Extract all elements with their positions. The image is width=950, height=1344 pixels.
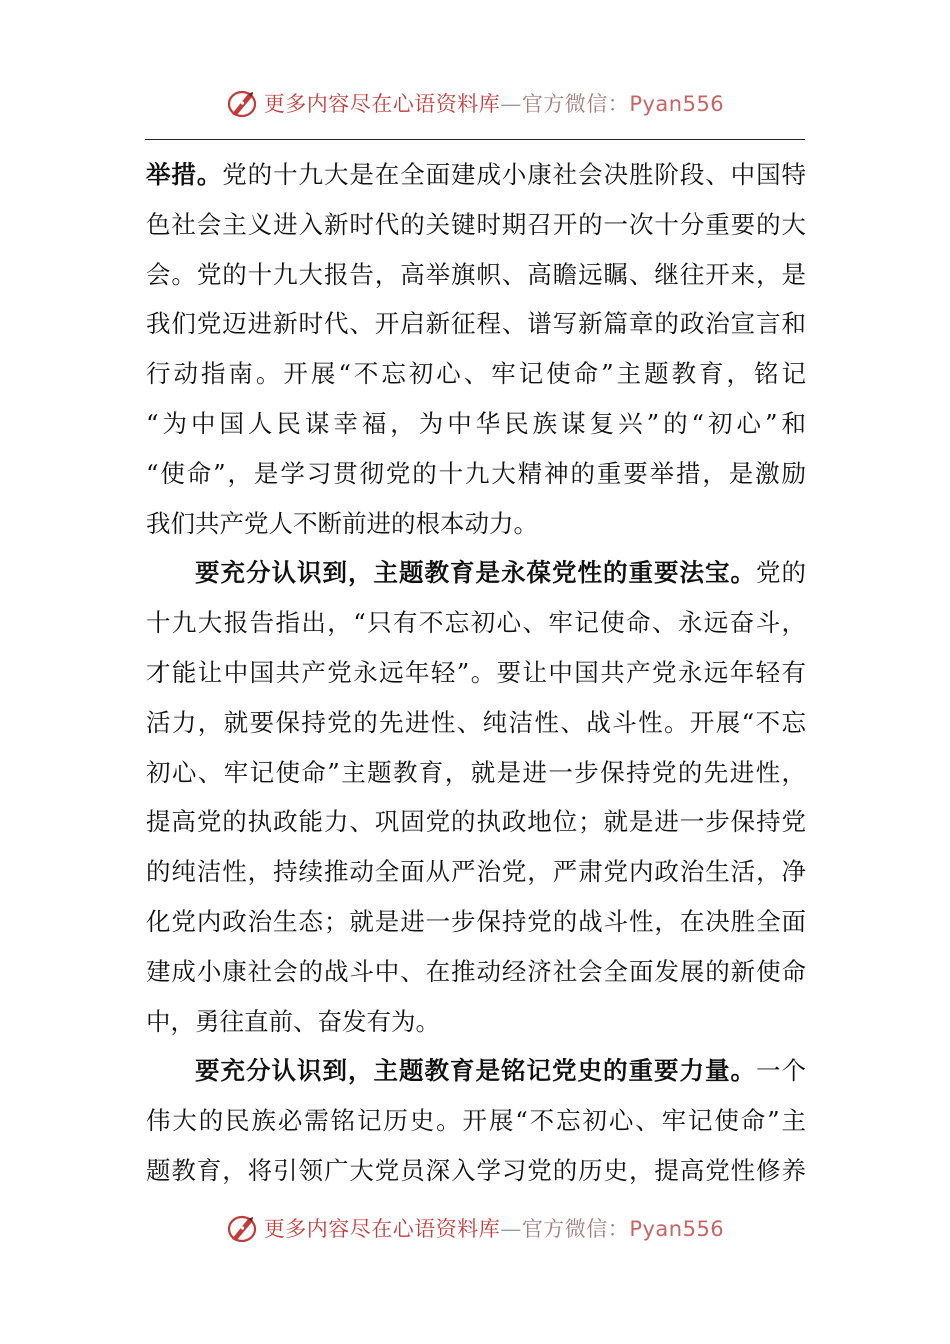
bold-heading: 要充分认识到，主题教育是永葆党性的重要法宝。: [195, 558, 756, 588]
text-span: 党的: [756, 558, 806, 588]
text-line: 初心、牢记使命”主题教育，就是进一步保持党的先进性，: [146, 757, 806, 787]
text-line: 题教育，将引领广大党员深入学习党的历史，提高党性修养: [146, 1155, 806, 1185]
pen-nib-logo-icon: [226, 86, 260, 120]
footer-banner: [0, 1203, 950, 1253]
paragraph-first-line: [146, 548, 806, 598]
document-body: [146, 150, 806, 1196]
text-line: “为中国人民谋幸福，为中华民族谋复兴”的“初心”和: [146, 408, 806, 438]
text-line: 行动指南。开展“不忘初心、牢记使命”主题教育，铭记: [146, 359, 806, 389]
banner-wechat-label: 官方微信：: [521, 1217, 630, 1241]
text-line: 伟大的民族必需铭记历史。开展“不忘初心、牢记使命”主: [146, 1106, 806, 1136]
banner-separator: —: [500, 1217, 522, 1241]
text-line: 建成小康社会的战斗中、在推动经济社会全面发展的新使命: [146, 956, 806, 986]
text-line: 我们党迈进新时代、开启新征程、谱写新篇章的政治宣言和: [146, 309, 806, 339]
text-line: 我们共产党人不断前进的根本动力。: [146, 508, 538, 538]
text-line: 提高党的执政能力、巩固党的执政地位；就是进一步保持党: [146, 807, 806, 837]
text-line: [146, 150, 806, 200]
banner-handle: Pyan556: [629, 1217, 725, 1241]
banner-text: [264, 1213, 724, 1243]
text-line: 色社会主义进入新时代的关键时期召开的一次十分重要的大: [146, 209, 806, 239]
text-line: “使命”，是学习贯彻党的十九大精神的重要举措，是激励: [146, 458, 806, 488]
header-rule: [145, 139, 805, 140]
banner-separator: —: [500, 92, 522, 116]
banner-handle: Pyan556: [629, 92, 725, 116]
text-line: 十九大报告指出，“只有不忘初心、牢记使命、永远奋斗，: [146, 608, 806, 638]
paragraph-first-line: [146, 1046, 806, 1096]
banner-slogan: 更多内容尽在心语资料库: [263, 92, 501, 116]
text-line: 化党内政治生态；就是进一步保持党的战斗性，在决胜全面: [146, 906, 806, 936]
text-span: 一个: [756, 1056, 806, 1086]
bold-heading: 要充分认识到，主题教育是铭记党史的重要力量。: [195, 1056, 756, 1086]
header-banner: [0, 78, 950, 128]
text-line: 会。党的十九大报告，高举旗帜、高瞻远瞩、继往开来，是: [146, 259, 806, 289]
banner-text: [264, 88, 724, 118]
bold-lead: 举措。: [146, 160, 223, 189]
text-line: 的纯洁性，持续推动全面从严治党，严肃党内政治生活，净: [146, 857, 806, 887]
text-line: 中，勇往直前、奋发有为。: [146, 1006, 440, 1036]
banner-wechat-label: 官方微信：: [521, 92, 630, 116]
pen-nib-logo-icon: [226, 1211, 260, 1245]
text-line: 活力，就要保持党的先进性、纯洁性、战斗性。开展“不忘: [146, 707, 806, 737]
text-span: 党的十九大是在全面建成小康社会决胜阶段、中国特: [222, 160, 807, 189]
banner-slogan: 更多内容尽在心语资料库: [263, 1217, 501, 1241]
text-line: 才能让中国共产党永远年轻”。要让中国共产党永远年轻有: [146, 657, 806, 687]
